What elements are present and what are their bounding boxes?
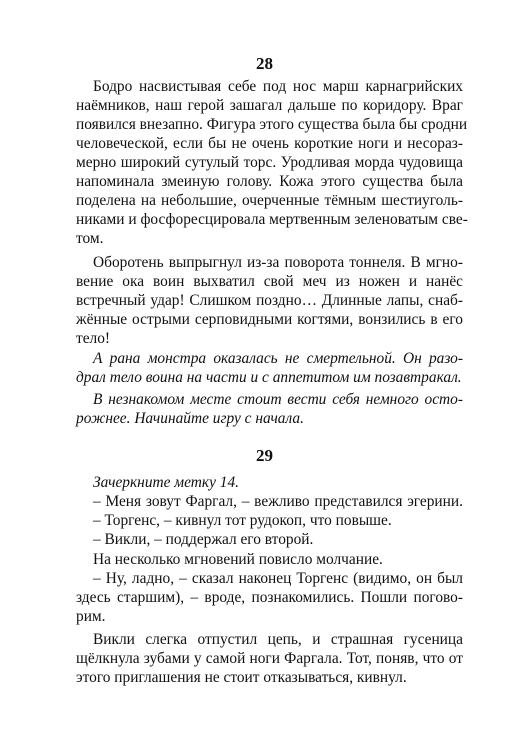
text-line: никами и фосфоресцировала мертвенным зеленоватым све- (76, 211, 468, 228)
text-line: этого приглашения не стоит отказываться, кивнул. (76, 669, 407, 686)
text-line: мерно широкий сутулый торс. Уродливая морда чудовища (76, 154, 463, 171)
text-line: Оборотень выпрыгнул из-за поворота тоннеля. В мгно- (93, 254, 463, 271)
italic-text-line: Зачеркните метку 14. (93, 474, 239, 491)
text-line: рим. (76, 608, 106, 625)
text-line: щёлкнула зубами у самой ноги Фаргала. Тот, поняв, что от (76, 650, 463, 667)
text-line: – Викли, – поддержал его второй. (93, 531, 314, 548)
text-line: – Ну, ладно, – сказал наконец Торгенс (видимо, он был (93, 570, 463, 587)
text-line: тело! (76, 330, 111, 347)
text-line: На несколько мгновений повисло молчание. (93, 551, 383, 568)
text-line: здесь старшим), – вроде, познакомились. Пошли погово- (76, 589, 463, 606)
text-line: том. (76, 230, 104, 247)
text-line: – Торгенс, – кивнул тот рудокоп, что повыше. (93, 512, 392, 529)
text-line: жённые острыми серповидными когтями, вонзились в его (76, 311, 463, 328)
text-line: – Меня зовут Фаргал, – вежливо представился эгерини. (93, 493, 463, 510)
text-line: напоминала змеиную голову. Кожа этого существа была (76, 173, 463, 190)
text-line: встречный удар! Слишком поздно… Длинные лапы, снаб- (76, 292, 463, 309)
italic-text-line: А рана монстра оказалась не смертельной. Он разо- (93, 350, 463, 367)
italic-text-line: В незнакомом месте стоит вести себя немного осто- (93, 391, 463, 408)
text-line: появился внезапно. Фигура этого существа была бы сродни (76, 116, 468, 133)
text-line: Бодро насвистывая себе под нос марш карнагрийских (93, 78, 463, 95)
text-line: поделена на небольшие, очерченные тёмным шестиуголь- (76, 192, 463, 209)
italic-text-line: драл тело воина на части и с аппетитом им позавтракал. (76, 369, 462, 386)
text-line: вение ока воин выхватил свой меч из ножен и нанёс (76, 273, 463, 290)
text-line: Викли слегка отпустил цепь, и страшная гусеница (93, 631, 463, 648)
text-line: наёмников, наш герой зашагал дальше по коридору. Враг (76, 97, 463, 114)
text-line: человеческой, если бы не очень короткие ноги и несораз- (76, 135, 463, 152)
section-number-28: 28 (256, 54, 273, 73)
section-number-29: 29 (256, 446, 273, 465)
italic-text-line: рожнее. Начинайте игру с начала. (76, 410, 304, 427)
